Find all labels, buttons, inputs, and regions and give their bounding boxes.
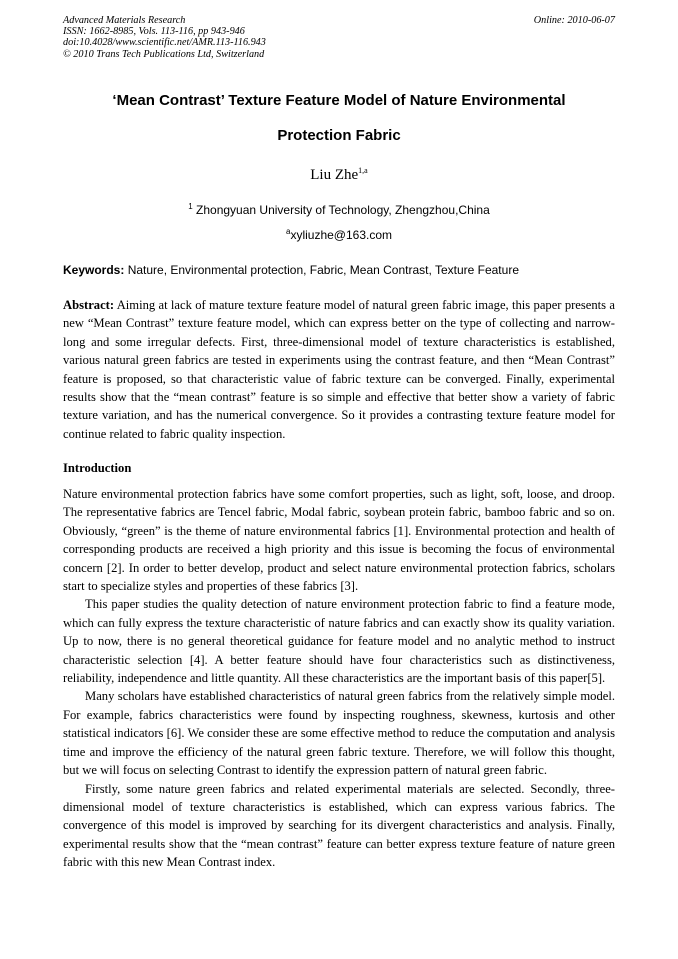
affiliation-superscript: 1 [188, 202, 193, 211]
email-text: xyliuzhe@163.com [290, 228, 392, 242]
paragraph: Firstly, some nature green fabrics and related experimental materials are selected. Secondly, three-dimensional model of texture characteristics is established, which can express various fabrics. The convergence of this model is improved by searching for its divergent characteristics and analysis. Finally, experimental results show that the “mean contrast” feature can better express texture feature of nature green fabric with this new Mean Contrast index. [63, 781, 615, 870]
author-email [63, 228, 615, 242]
keywords [63, 263, 615, 277]
keywords-label: Keywords: [63, 263, 125, 277]
abstract-label: Abstract: [63, 298, 115, 312]
abstract-text: Aiming at lack of mature texture feature model of natural green fabric image, this paper presents a new “Mean Contrast” texture feature model, which can express better on the type of collecting and narrow-long and some irregular defects. First, three-dimensional model of texture characteristics is established, various natural green fabrics are tested in experiments using the contrast feature, and then “Mean Contrast” feature is proposed, so that characteristic value of fabric texture can be converged. Finally, experimental results show that the “mean contrast” feature is so simple and effective that better show a variety of fabric texture variation, and has the numerical convergence. So it provides a contrasting texture feature model for continue related to fabric quality inspection. [63, 298, 615, 441]
journal-issn: ISSN: 1662-8985, Vols. 113-116, pp 943-946 [63, 26, 245, 38]
author-name: Liu Zhe [310, 167, 359, 183]
author [63, 166, 615, 184]
paragraph: Nature environmental protection fabrics have some comfort properties, such as light, soft, loose, and droop. The representative fabrics are Tencel fabric, Modal fabric, soybean protein fabric, bamboo fabric and so on. Obviously, “green” is the theme of nature environmental fabrics [1]. Environmental protection and health of corresponding products are received a high priority and this issue is becoming the focus of environmental concern [2]. In order to better develop, product and select nature environmental protection fabrics, scholars start to specialize styles and properties of these fabrics [3]. [63, 487, 615, 594]
author-superscript: 1,a [358, 166, 368, 175]
paper-title-line-1: ‘Mean Contrast’ Texture Feature Model of Nature Environmental [112, 92, 566, 109]
section-heading-introduction: Introduction [63, 461, 132, 475]
online-date: Online: 2010-06-07 [533, 15, 615, 26]
affiliation-text: Zhongyuan University of Technology, Zhengzhou,China [192, 203, 490, 217]
keywords-text: Nature, Environmental protection, Fabric, Mean Contrast, Texture Feature [124, 263, 519, 277]
email-superscript: a [285, 227, 291, 236]
journal-copyright: © 2010 Trans Tech Publications Ltd, Switzerland [63, 48, 265, 60]
paper-title-line-2: Protection Fabric [277, 127, 401, 144]
abstract [63, 296, 615, 443]
paragraph: This paper studies the quality detection of nature environment protection fabric to find a feature mode, which can fully express the texture characteristic of nature fabrics and can exactly show its quality variation. Up to now, there is no general theoretical guidance for feature model and no analytic method to instruct characteristic selection [4]. A better feature should have four characteristics such as distinctiveness, reliability, independence and little quantity. All these characteristics are the important basis of this paper[5]. [63, 597, 615, 686]
affiliation [63, 203, 615, 217]
paragraph: Many scholars have established characteristics of natural green fabrics from the relatively simple model. For example, fabrics characteristics were found by inspecting roughness, skewness, kurtosis and other statistical indicators [6]. We consider these are some effective method to reduce the computation and analysis time and improve the efficiency of the natural green fabric texture. Therefore, we will follow this thought, but we will focus on selecting Contrast to identify the expression pattern of natural green fabric. [63, 689, 615, 778]
journal-doi: doi:10.4028/www.scientific.net/AMR.113-116.943 [63, 37, 266, 49]
journal-header [63, 15, 615, 60]
journal-name: Advanced Materials Research [63, 15, 186, 26]
introduction-body [63, 485, 615, 872]
